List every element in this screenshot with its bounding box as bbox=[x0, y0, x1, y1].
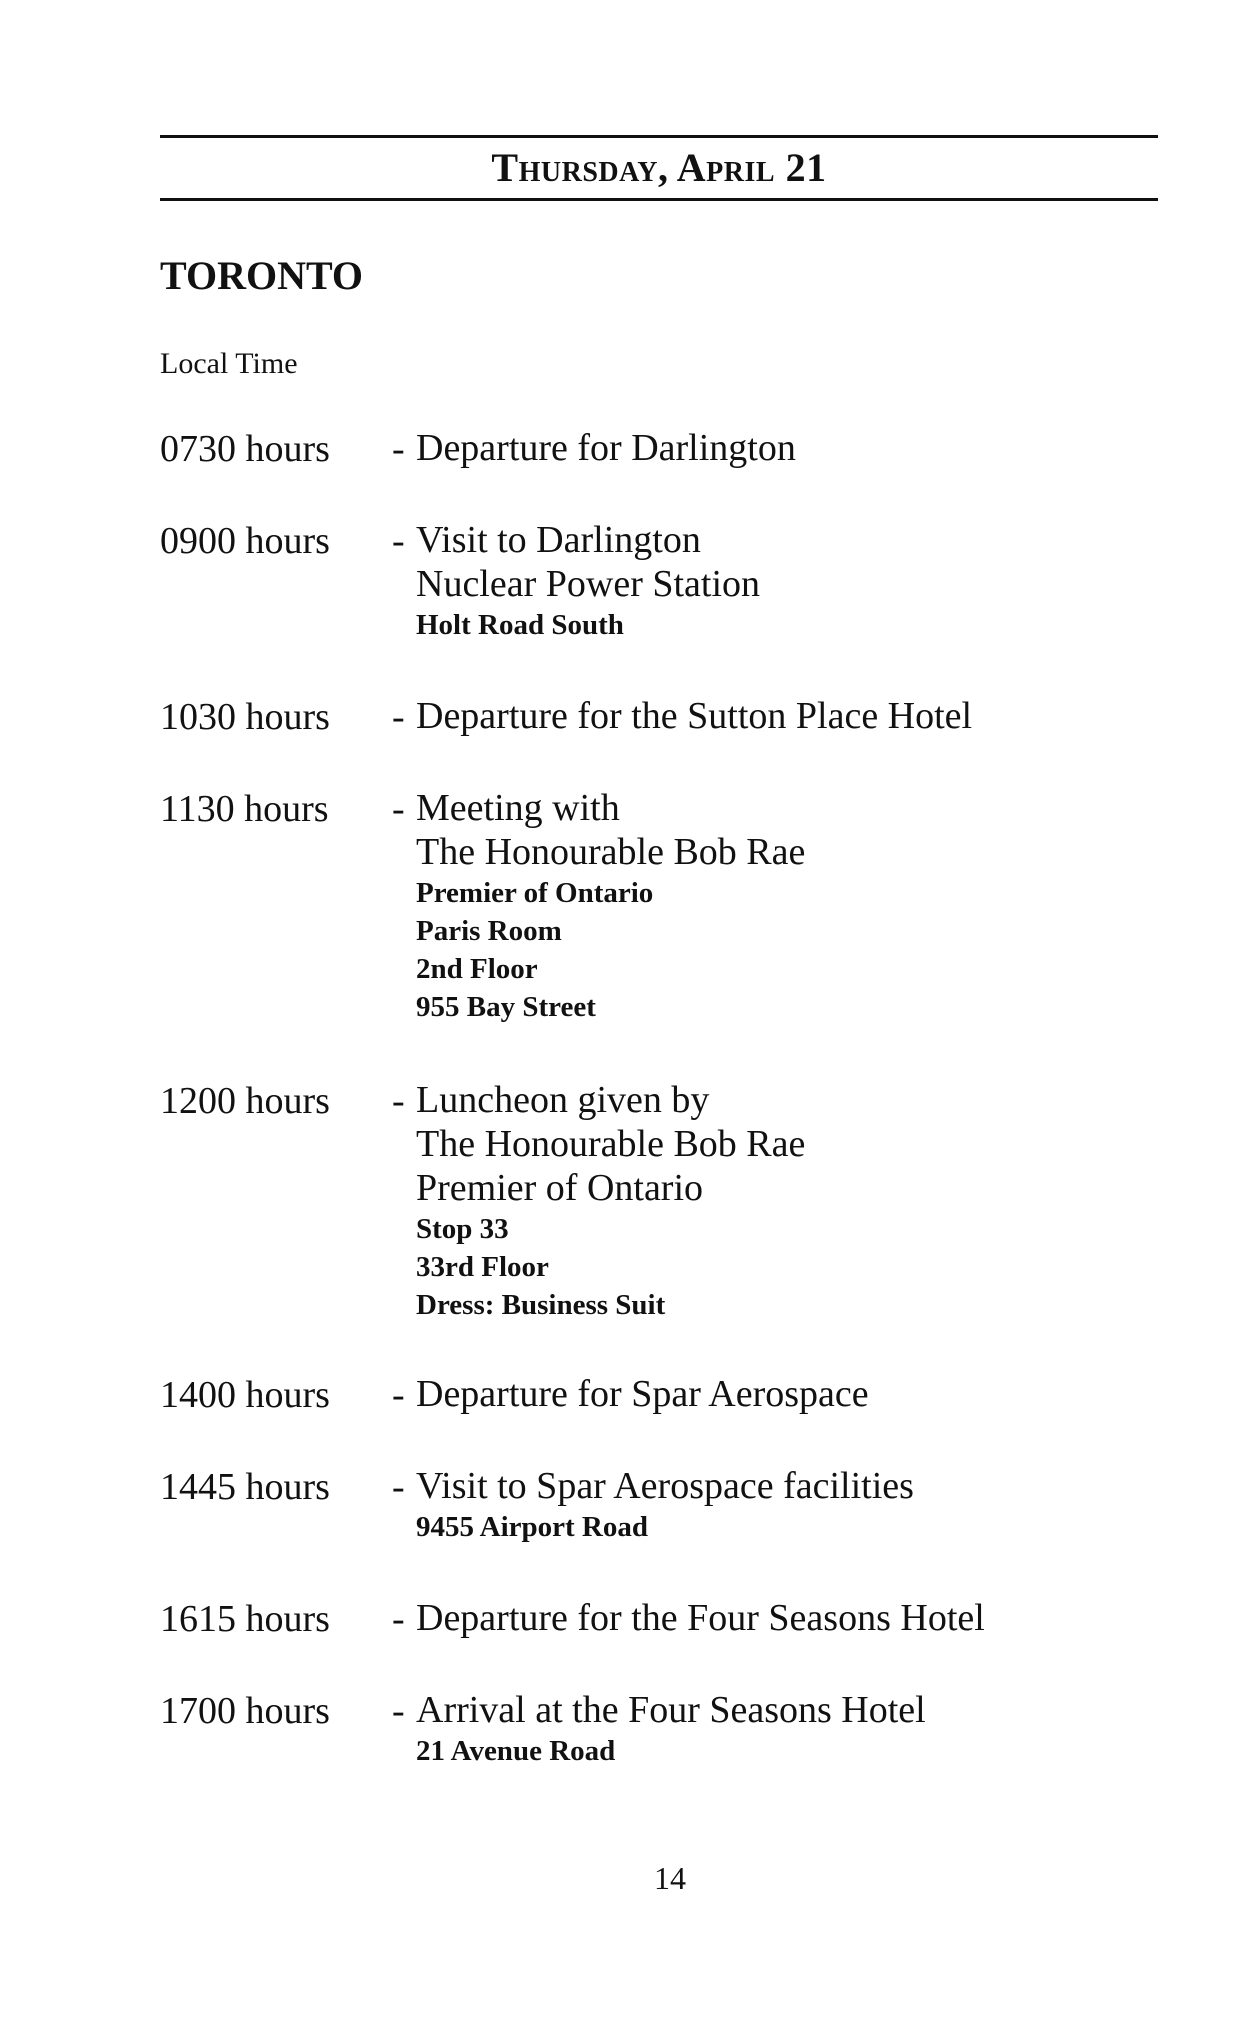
entry-body bbox=[416, 1688, 1116, 1770]
entry-body bbox=[416, 1464, 1116, 1546]
entry-time: 0730 hours bbox=[160, 428, 330, 470]
entry-time: 1445 hours bbox=[160, 1466, 330, 1508]
day-header: Thursday, April 21 bbox=[491, 145, 827, 190]
entry-line: Premier of Ontario bbox=[416, 1167, 704, 1209]
entry-time: 1400 hours bbox=[160, 1374, 330, 1416]
entry-body bbox=[416, 1078, 1116, 1324]
entry-body bbox=[416, 518, 1116, 644]
entry-time: 1200 hours bbox=[160, 1080, 330, 1122]
entry-time: 0900 hours bbox=[160, 520, 330, 562]
entry-dash: - bbox=[392, 1466, 405, 1508]
entry-dash: - bbox=[392, 696, 405, 738]
entry-line: The Honourable Bob Rae bbox=[416, 1123, 806, 1165]
local-time-label: Local Time bbox=[160, 347, 298, 380]
entry-detail: Stop 33 bbox=[416, 1213, 509, 1245]
entry-line: Meeting with bbox=[416, 787, 620, 829]
entry-body bbox=[416, 1372, 1116, 1416]
page-number: 14 bbox=[654, 1860, 686, 1896]
entry-detail: 955 Bay Street bbox=[416, 991, 596, 1023]
entry-line: Luncheon given by bbox=[416, 1079, 710, 1121]
entry-line: The Honourable Bob Rae bbox=[416, 831, 806, 873]
entry-dash: - bbox=[392, 788, 405, 830]
entry-detail: Premier of Ontario bbox=[416, 877, 654, 909]
entry-body bbox=[416, 694, 1116, 738]
entry-body bbox=[416, 1596, 1116, 1640]
entry-line: Arrival at the Four Seasons Hotel bbox=[416, 1689, 926, 1731]
header-top-rule bbox=[160, 135, 1158, 138]
entry-detail: 9455 Airport Road bbox=[416, 1511, 648, 1543]
entry-dash: - bbox=[392, 428, 405, 470]
entry-time: 1615 hours bbox=[160, 1598, 330, 1640]
entry-dash: - bbox=[392, 1374, 405, 1416]
entry-detail: Paris Room bbox=[416, 915, 562, 947]
header-bottom-rule bbox=[160, 198, 1158, 201]
entry-detail: 21 Avenue Road bbox=[416, 1735, 616, 1767]
entry-dash: - bbox=[392, 1080, 405, 1122]
entry-dash: - bbox=[392, 520, 405, 562]
city-heading: TORONTO bbox=[160, 253, 364, 298]
entry-line: Visit to Darlington bbox=[416, 519, 701, 561]
entry-dash: - bbox=[392, 1598, 405, 1640]
entry-body bbox=[416, 786, 1116, 1026]
entry-body bbox=[416, 426, 1116, 470]
entry-dash: - bbox=[392, 1690, 405, 1732]
entry-line: Departure for Darlington bbox=[416, 427, 796, 469]
entry-detail: Holt Road South bbox=[416, 609, 624, 641]
entry-line: Departure for the Sutton Place Hotel bbox=[416, 695, 973, 737]
entry-detail: Dress: Business Suit bbox=[416, 1289, 666, 1321]
entry-line: Departure for Spar Aerospace bbox=[416, 1373, 869, 1415]
entry-detail: 2nd Floor bbox=[416, 953, 538, 985]
entry-line: Departure for the Four Seasons Hotel bbox=[416, 1597, 985, 1639]
entry-detail: 33rd Floor bbox=[416, 1251, 549, 1283]
entry-time: 1130 hours bbox=[160, 788, 329, 830]
entry-line: Visit to Spar Aerospace facilities bbox=[416, 1465, 914, 1507]
entry-time: 1030 hours bbox=[160, 696, 330, 738]
entry-line: Nuclear Power Station bbox=[416, 563, 761, 605]
entry-time: 1700 hours bbox=[160, 1690, 330, 1732]
